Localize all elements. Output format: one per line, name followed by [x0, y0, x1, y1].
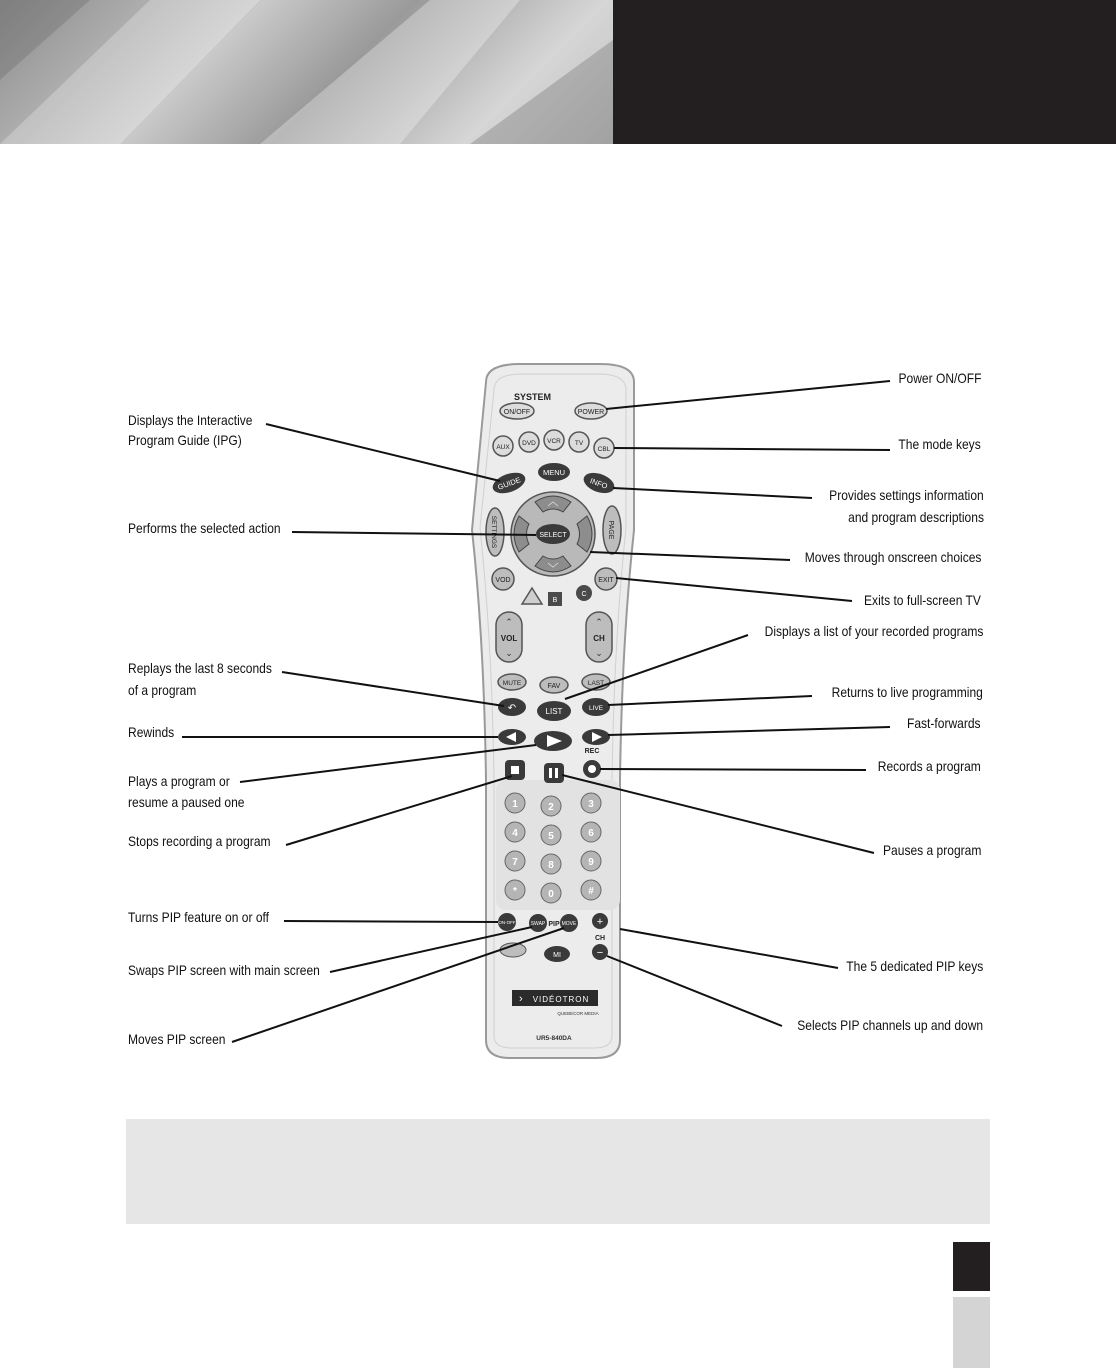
key-4-label: 4 — [512, 828, 518, 839]
channel-up-icon: ⌃ — [595, 617, 603, 627]
replay-button[interactable] — [498, 698, 526, 716]
key-1[interactable] — [505, 793, 525, 813]
key-hash[interactable] — [581, 880, 601, 900]
system-label: SYSTEM — [514, 392, 552, 402]
volume-rocker[interactable] — [496, 612, 522, 662]
volume-down-icon: ⌄ — [505, 648, 513, 658]
channel-rocker[interactable] — [586, 612, 612, 662]
settings-button-label: SETTINGS — [490, 515, 497, 549]
pip-swap-button[interactable] — [529, 914, 547, 932]
stop-icon — [511, 766, 519, 774]
mi-button-label: MI — [553, 952, 561, 959]
page-tab-dark — [953, 1242, 990, 1291]
channel-down-icon: ⌄ — [595, 648, 603, 658]
callout-play-line1: Plays a program or — [128, 773, 230, 789]
pip-channel-up-button[interactable] — [592, 913, 608, 929]
key-star-label: * — [513, 886, 517, 897]
live-button[interactable] — [582, 698, 610, 716]
plus-icon: + — [596, 916, 604, 928]
power-button[interactable] — [575, 403, 607, 419]
replay-icon: ↶ — [507, 703, 517, 714]
live-button-label: LIVE — [588, 705, 604, 712]
key-1-label: 1 — [512, 799, 518, 810]
pip-move-label: MOVE — [561, 921, 577, 927]
note-box — [126, 1119, 990, 1224]
chevron-up-icon: ︿ — [547, 496, 559, 508]
callout-arrows: Moves through onscreen choices — [804, 549, 981, 565]
page-button-label: PAGE — [607, 520, 614, 540]
key-2[interactable] — [541, 796, 561, 816]
pip-label: PIP — [548, 921, 560, 928]
rewind-button[interactable] — [498, 729, 526, 745]
callout-ffwd: Fast-forwards — [907, 715, 981, 731]
callout-rewind: Rewinds — [128, 724, 175, 740]
fav-button-label: FAV — [547, 683, 561, 690]
key-8-label: 8 — [548, 860, 554, 871]
power-button-label: POWER — [577, 409, 605, 416]
key-3-label: 3 — [588, 799, 594, 810]
callout-pip-keys: The 5 dedicated PIP keys — [846, 958, 983, 974]
mode-key-dvd-label: DVD — [522, 440, 536, 447]
mode-key-cbl[interactable] — [594, 438, 614, 458]
chevron-down-icon: ﹀ — [547, 563, 559, 575]
select-button[interactable] — [536, 524, 570, 544]
mode-key-vcr-label: VCR — [547, 438, 561, 445]
mode-key-vcr[interactable] — [544, 430, 564, 450]
menu-button[interactable] — [538, 463, 570, 481]
callout-replay-line1: Replays the last 8 seconds — [128, 660, 272, 676]
key-8[interactable] — [541, 854, 561, 874]
c-button-label: C — [581, 591, 587, 598]
info-button-label: INFO — [588, 476, 609, 491]
key-5[interactable] — [541, 825, 561, 845]
list-button-label: LIST — [545, 707, 563, 716]
record-icon — [588, 765, 596, 773]
select-button-label: SELECT — [539, 532, 567, 539]
key-7[interactable] — [505, 851, 525, 871]
callout-play-line2: resume a paused one — [128, 794, 245, 810]
key-6-label: 6 — [588, 828, 594, 839]
fast-forward-button[interactable] — [582, 729, 610, 745]
b-button-label: B — [552, 597, 558, 604]
callout-ipg-line1: Displays the Interactive — [128, 412, 253, 428]
callout-pip-onoff: Turns PIP feature on or off — [128, 909, 269, 925]
pause-icon — [549, 768, 552, 778]
key-6[interactable] — [581, 822, 601, 842]
callout-list: Displays a list of your recorded programs — [764, 623, 983, 639]
record-button[interactable] — [583, 760, 601, 778]
key-2-label: 2 — [548, 802, 554, 813]
exit-button[interactable] — [595, 568, 617, 590]
pip-onoff-button[interactable] — [498, 913, 516, 931]
callout-move: Moves PIP screen — [128, 1031, 226, 1047]
menu-button-label: MENU — [542, 468, 566, 477]
mode-key-dvd[interactable] — [519, 432, 539, 452]
callout-stop: Stops recording a program — [128, 833, 271, 849]
settings-button[interactable] — [486, 508, 504, 556]
minus-icon: − — [596, 947, 604, 959]
last-button-label: LAST — [587, 680, 605, 687]
brand-chevron-icon: › — [519, 993, 523, 1005]
pause-button[interactable] — [544, 763, 564, 783]
key-9-label: 9 — [588, 857, 594, 868]
mode-key-tv[interactable] — [569, 432, 589, 452]
callout-pause: Pauses a program — [882, 842, 981, 858]
callout-exit: Exits to full-screen TV — [864, 592, 981, 608]
key-4[interactable] — [505, 822, 525, 842]
volume-up-icon: ⌃ — [505, 617, 513, 627]
pip-channel-down-button[interactable] — [592, 944, 608, 960]
mute-button-label: MUTE — [502, 680, 522, 687]
callout-info-line2: and program descriptions — [848, 509, 984, 525]
callout-swap: Swaps PIP screen with main screen — [128, 962, 320, 978]
fav-button[interactable] — [540, 677, 568, 693]
key-3[interactable] — [581, 793, 601, 813]
callout-replay-line2: of a program — [128, 682, 197, 698]
pip-swap-label: SWAP — [530, 921, 546, 927]
callout-select: Performs the selected action — [128, 520, 281, 536]
key-hash-label: # — [588, 886, 594, 897]
callout-ipg-line2: Program Guide (IPG) — [128, 432, 242, 448]
vod-button-label: VOD — [495, 577, 511, 584]
key-9[interactable] — [581, 851, 601, 871]
b-button[interactable] — [548, 592, 562, 606]
mode-key-aux[interactable] — [493, 436, 513, 456]
mode-key-cbl-label: CBL — [597, 446, 611, 453]
model-number: UR5-840DA — [536, 1035, 572, 1042]
mode-key-tv-label: TV — [574, 440, 584, 447]
page-tab-light — [953, 1297, 990, 1368]
page-button[interactable] — [603, 506, 621, 554]
key-0-label: 0 — [548, 889, 554, 900]
key-star[interactable] — [505, 880, 525, 900]
key-7-label: 7 — [512, 857, 518, 868]
brand-logo-text: VIDÉOTRON — [532, 995, 590, 1004]
system-onoff-label: ON/OFF — [503, 409, 531, 416]
callout-info-line1: Provides settings information — [829, 487, 984, 503]
record-label: REC — [584, 748, 600, 755]
c-button[interactable] — [576, 585, 592, 601]
key-0[interactable] — [541, 883, 561, 903]
exit-button-label: EXIT — [598, 577, 614, 584]
system-onoff-button[interactable] — [500, 403, 534, 419]
callout-record: Records a program — [877, 758, 981, 774]
mi-button[interactable] — [544, 946, 570, 962]
mode-key-aux-label: AUX — [496, 444, 510, 451]
volume-label: VOL — [500, 634, 518, 643]
vod-button[interactable] — [492, 568, 514, 590]
play-button[interactable] — [534, 731, 572, 751]
callout-live: Returns to live programming — [831, 684, 983, 700]
guide-button-label: GUIDE — [496, 475, 522, 492]
list-button[interactable] — [537, 701, 571, 721]
callout-pip-channels: Selects PIP channels up and down — [797, 1017, 983, 1033]
pip-onoff-label: ON-OFF — [498, 920, 516, 925]
mute-button[interactable] — [498, 674, 526, 690]
brand-sub-text: QUEBECOR MEDIA — [557, 1011, 599, 1016]
key-5-label: 5 — [548, 831, 554, 842]
channel-label: CH — [593, 634, 605, 643]
pip-channel-label: CH — [594, 935, 606, 942]
callout-power: Power ON/OFF — [898, 370, 981, 386]
callout-mode-keys: The mode keys — [898, 436, 981, 452]
